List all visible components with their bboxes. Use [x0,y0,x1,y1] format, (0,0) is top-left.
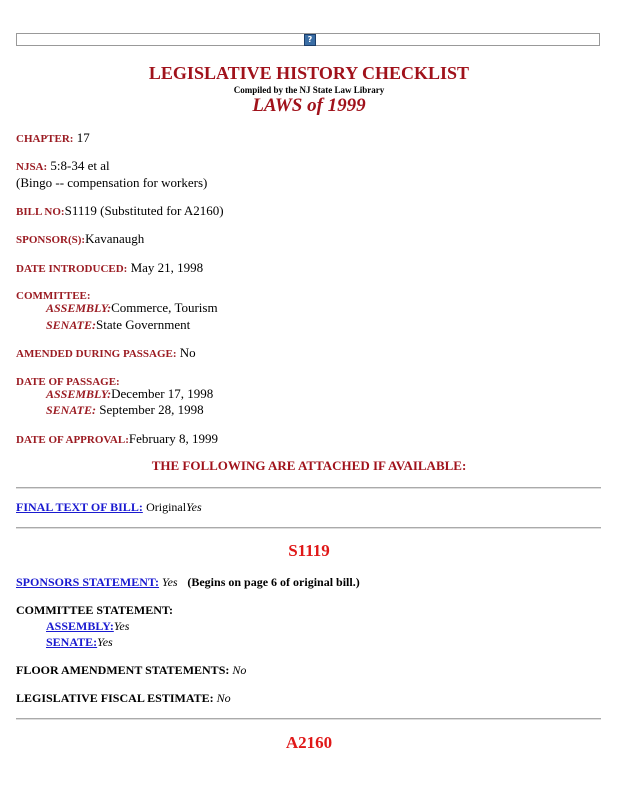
help-icon[interactable]: ? [304,34,316,46]
a-bill-heading: A2160 [285,733,333,752]
fiscal-estimate-value: No [213,691,231,705]
divider [16,487,601,489]
passage-assembly-value: December 17, 1998 [111,386,214,401]
bill-row [16,203,224,219]
passage-senate-row [46,402,204,418]
date-introduced-row [16,260,203,276]
amended-label: AMENDED DURING PASSAGE: [16,348,177,360]
committee-statement-row [16,602,173,618]
date-introduced-label: DATE INTRODUCED: [16,263,128,275]
amended-value: No [176,345,196,360]
njsa-description: (Bingo -- compensation for workers) [16,175,208,190]
committee-label: COMMITTEE: [16,290,91,302]
chapter-row [16,130,90,146]
compiled-by: Compiled by the NJ State Law Library [233,85,385,95]
divider [16,718,601,720]
final-text-link[interactable]: FINAL TEXT OF BILL: [16,500,143,514]
njsa-label: NJSA: [16,161,48,173]
committee-assembly-row [46,300,218,316]
committee-assembly-value: Commerce, Tourism [111,300,218,315]
sponsor-value: Kavanaugh [85,231,145,246]
date-of-approval-label: DATE OF APPROVAL: [16,434,129,446]
njsa-value: 5:8-34 et al [47,158,110,173]
committee-senate-link[interactable]: SENATE: [46,635,98,649]
attached-heading: THE FOLLOWING ARE ATTACHED IF AVAILABLE: [151,458,467,473]
top-frame-box [16,33,600,46]
amended-row [16,345,196,361]
date-introduced-value: May 21, 1998 [127,260,204,275]
passage-assembly-row [46,386,213,402]
fiscal-estimate-label: LEGISLATIVE FISCAL ESTIMATE: [16,691,214,705]
date-of-passage-label: DATE OF PASSAGE: [16,376,120,388]
passage-assembly-label: ASSEMBLY: [46,387,112,401]
sponsors-statement-link[interactable]: SPONSORS STATEMENT: [16,575,160,589]
committee-senate-value: State Government [96,317,191,332]
chapter-value: 17 [73,130,90,145]
njsa-row [16,158,110,174]
committee-statement-label: COMMITTEE STATEMENT: [16,603,174,617]
sponsors-statement-note: (Begins on page 6 of original bill.) [187,575,360,589]
committee-statement-senate-row [46,634,113,650]
passage-senate-value: September 28, 1998 [96,402,204,417]
date-of-approval-row [16,431,218,447]
sponsors-statement-value: Yes [159,575,178,589]
final-text-original-value: Yes [186,500,202,514]
floor-amendment-row [16,662,246,678]
sponsors-statement-row [16,574,360,590]
bill-label: BILL NO: [16,206,65,218]
bill-value: S1119 (Substituted for A2160) [64,203,224,218]
committee-assembly-statement-value: Yes [113,619,130,633]
fiscal-estimate-row [16,690,231,706]
committee-assembly-label: ASSEMBLY: [46,301,112,315]
committee-senate-label: SENATE: [46,318,97,332]
laws-year: LAWS of 1999 [252,95,366,116]
committee-assembly-link[interactable]: ASSEMBLY: [46,619,114,633]
final-text-row [16,499,202,515]
committee-senate-statement-value: Yes [97,635,113,649]
sponsor-label: SPONSOR(S): [16,234,86,246]
sponsor-row [16,231,144,247]
floor-amendment-value: No [229,663,247,677]
floor-amendment-label: FLOOR AMENDMENT STATEMENTS: [16,663,230,677]
committee-statement-assembly-row [46,618,129,634]
chapter-label: CHAPTER: [16,133,74,145]
date-of-approval-value: February 8, 1999 [128,431,219,446]
committee-senate-row [46,317,190,333]
final-text-original-label: Original [146,500,187,514]
page-title: LEGISLATIVE HISTORY CHECKLIST [148,63,470,83]
passage-senate-label: SENATE: [46,403,97,417]
s-bill-heading: S1119 [288,541,330,560]
divider [16,527,601,529]
